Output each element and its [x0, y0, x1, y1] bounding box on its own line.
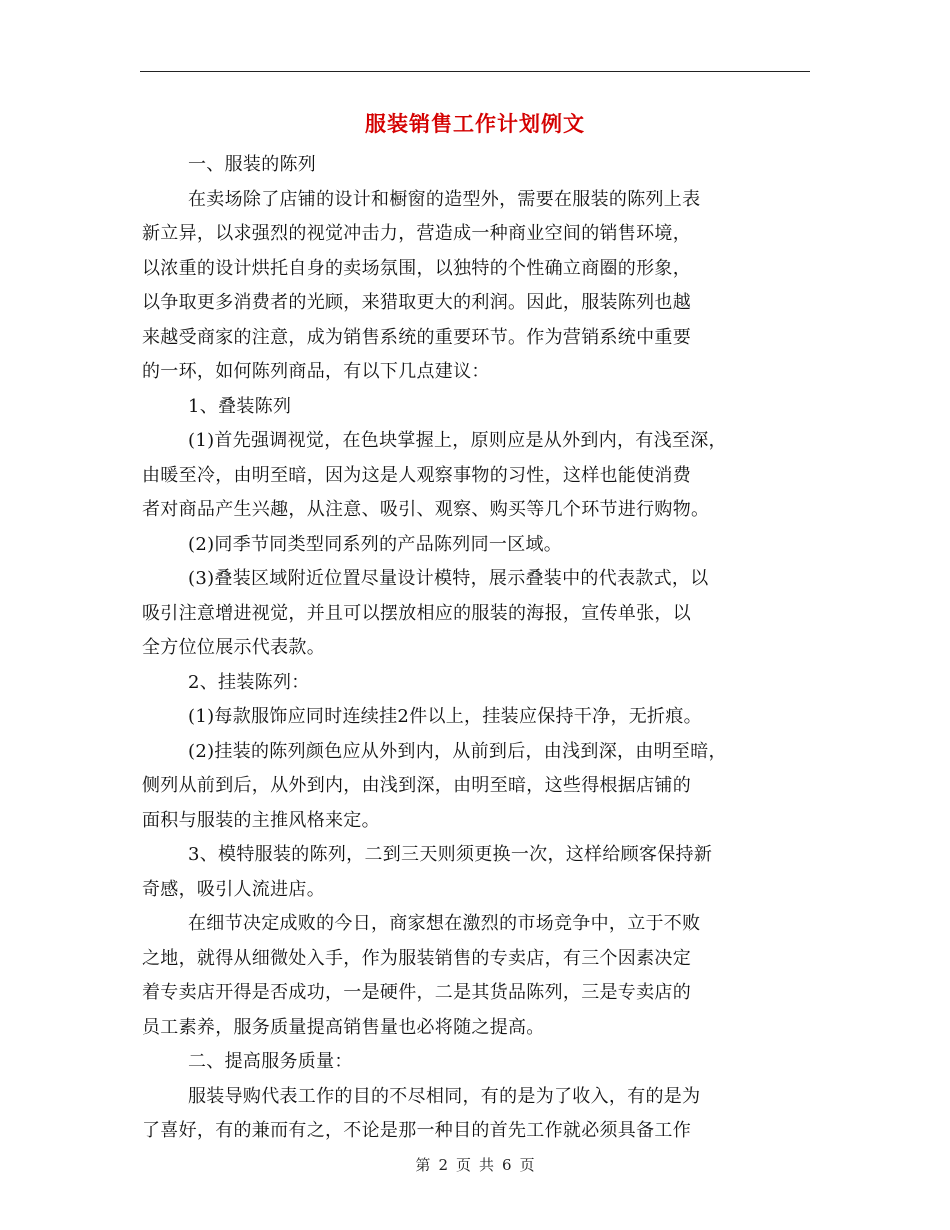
body-line: 面积与服装的主推风格来定。	[142, 809, 380, 831]
body-line: (2)同季节同类型同系列的产品陈列同一区域。	[188, 533, 563, 555]
body-line: 2、挂装陈列：	[188, 671, 310, 693]
footer-prefix: 第	[415, 1156, 431, 1174]
body-line: 在细节决定成败的今日，商家想在激烈的市场竞争中，立于不败	[188, 913, 701, 934]
document-title: 服装销售工作计划例文	[365, 111, 585, 136]
body-line: 3、模特服装的陈列，二到三天则须更换一次，这样给顾客保持新	[188, 844, 713, 865]
body-line: 之地，就得从细微处入手，作为服装销售的专卖店，有三个因素决定	[142, 947, 691, 969]
footer-total-word: 共	[479, 1156, 495, 1174]
page-footer	[0, 1151, 950, 1179]
body-line: 吸引注意增进视觉，并且可以摆放相应的服装的海报，宣传单张，以	[142, 602, 691, 624]
body-line: 的一环，如何陈列商品，有以下几点建议：	[142, 361, 490, 382]
header-rule	[140, 71, 810, 72]
body-line: 侧列从前到后，从外到内，由浅到深，由明至暗，这些得根据店铺的	[142, 775, 691, 796]
body-line: 了喜好，有的兼而有之，不论是那一种目的首先工作就必须具备工作	[142, 1120, 691, 1141]
body-line: 以浓重的设计烘托自身的卖场氛围，以独特的个性确立商圈的形象，	[142, 257, 691, 279]
body-line: 服装导购代表工作的目的不尽相同，有的是为了收入，有的是为	[188, 1085, 701, 1107]
body-line: 二、提高服务质量：	[188, 1051, 353, 1072]
document-body	[142, 148, 810, 1149]
footer-page-word: 页	[455, 1156, 471, 1174]
body-line: (2)挂装的陈列颜色应从外到内，从前到后，由浅到深，由明至暗，	[188, 740, 727, 762]
footer-current-page: 2	[438, 1156, 448, 1174]
body-line: 在卖场除了店铺的设计和橱窗的造型外，需要在服装的陈列上表	[188, 188, 701, 210]
body-line: 由暖至冷，由明至暗，因为这是人观察事物的习性，这样也能使消费	[142, 464, 691, 486]
body-line: 一、服装的陈列	[188, 154, 317, 175]
footer-total-pages: 6	[502, 1156, 512, 1174]
body-line: 者对商品产生兴趣，从注意、吸引、观察、购买等几个环节进行购物。	[142, 499, 710, 520]
body-line: 新立异，以求强烈的视觉冲击力，营造成一种商业空间的销售环境，	[142, 223, 691, 244]
body-line: 以争取更多消费者的光顾，来猎取更大的利润。因此，服装陈列也越	[142, 292, 691, 313]
body-line: 着专卖店开得是否成功，一是硬件，二是其货品陈列，三是专卖店的	[142, 982, 691, 1003]
body-line: 1、叠装陈列	[188, 395, 292, 417]
body-line: 全方位位展示代表款。	[142, 637, 325, 658]
body-line: 员工素养，服务质量提高销售量也必将随之提高。	[142, 1016, 545, 1038]
body-line: 来越受商家的注意，成为销售系统的重要环节。作为营销系统中重要	[142, 326, 691, 348]
body-line: (1)首先强调视觉，在色块掌握上，原则应是从外到内，有浅至深，	[188, 430, 727, 451]
footer-suffix: 页	[519, 1156, 535, 1174]
body-line: (3)叠装区域附近位置尽量设计模特，展示叠装中的代表款式，以	[188, 568, 709, 589]
body-line: 奇感，吸引人流进店。	[142, 878, 325, 900]
body-line: (1)每款服饰应同时连续挂2件以上，挂装应保持干净，无折痕。	[188, 706, 702, 727]
